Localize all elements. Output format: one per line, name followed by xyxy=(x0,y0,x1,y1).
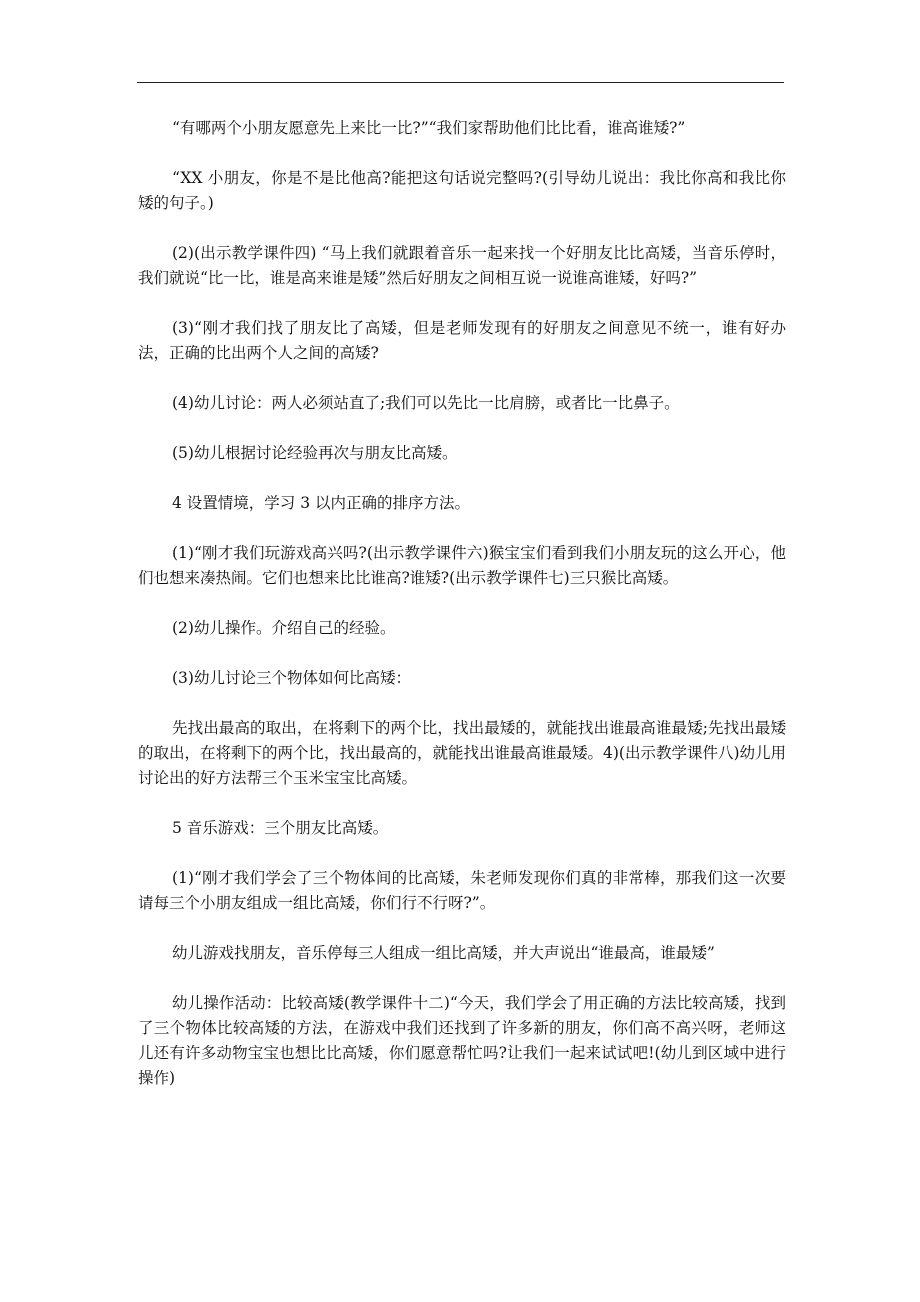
paragraph-14: 幼儿游戏找朋友，音乐停每三人组成一组比高矮，并大声说出“谁最高，谁最矮” xyxy=(172,944,715,962)
paragraph-10: (3)幼儿讨论三个物体如何比高矮： xyxy=(172,669,411,687)
paragraph-11: 先找出最高的取出，在将剩下的两个比，找出最矮的，就能找出谁最高谁最矮;先找出最矮的取出，在将剩下的两个比，找出最高的，就能找出谁最高谁最矮。4)(出示教学课件八)幼儿用讨论出的好方法帮三个玉米宝宝比高矮。 xyxy=(138,719,787,787)
paragraph-8: (1)“刚才我们玩游戏高兴吗?(出示教学课件六)猴宝宝们看到我们小朋友玩的这么开心，他们也想来凑热闹。它们也想来比比谁高?谁矮?(出示教学课件七)三只猴比高矮。 xyxy=(138,544,786,587)
paragraph-2: “XX 小朋友，你是不是比他高?能把这句话说完整吗?(引导幼儿说出：我比你高和我比你矮的句子。) xyxy=(138,169,786,212)
paragraph-1: “有哪两个小朋友愿意先上来比一比?”“我们家帮助他们比比看，谁高谁矮?” xyxy=(172,119,686,137)
paragraph-4: (3)“刚才我们找了朋友比了高矮，但是老师发现有的好朋友之间意见不统一，谁有好办法，正确的比出两个人之间的高矮? xyxy=(138,319,786,362)
paragraph-13: (1)“刚才我们学会了三个物体间的比高矮，朱老师发现你们真的非常棒，那我们这一次要请每三个小朋友组成一组比高矮，你们行不行呀?”。 xyxy=(138,869,786,912)
paragraph-3: (2)(出示教学课件四) “马上我们就跟着音乐一起来找一个好朋友比比高矮，当音乐停时，我们就说“比一比，谁是高来谁是矮”然后好朋友之间相互说一说谁高谁矮，好吗?” xyxy=(138,244,786,287)
document-body xyxy=(138,116,786,1116)
paragraph-6: (5)幼儿根据讨论经验再次与朋友比高矮。 xyxy=(172,444,458,462)
paragraph-15: 幼儿操作活动：比较高矮(教学课件十二)“今天，我们学会了用正确的方法比较高矮，找到了三个物体比较高矮的方法，在游戏中我们还找到了许多新的朋友，你们高不高兴呀，老师这儿还有许多动物宝宝也想比比高矮，你们愿意帮忙吗?让我们一起来试试吧!(幼儿到区域中进行操作) xyxy=(138,994,786,1087)
section-heading-4: 4 设置情境，学习 3 以内正确的排序方法。 xyxy=(172,494,471,512)
section-heading-5: 5 音乐游戏：三个朋友比高矮。 xyxy=(172,819,389,837)
paragraph-5: (4)幼儿讨论：两人必须站直了;我们可以先比一比肩膀，或者比一比鼻子。 xyxy=(172,394,680,412)
header-rule xyxy=(137,82,784,83)
paragraph-9: (2)幼儿操作。介绍自己的经验。 xyxy=(172,619,396,637)
